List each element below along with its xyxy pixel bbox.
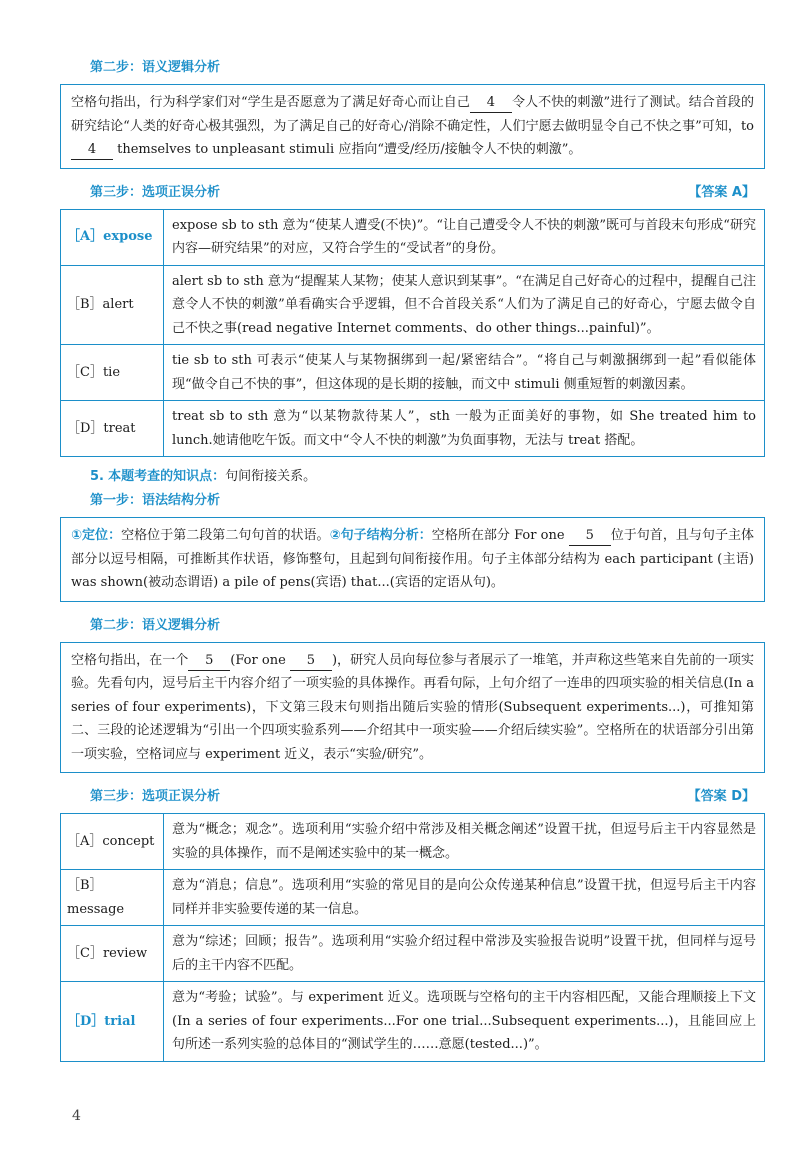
option-explanation: expose sb to sth 意为“使某人遭受(不快)”。“让自己遭受令人不快的刺激”既可与首段末句形成“研究内容—研究结果”的对应，又符合学生的“受试者”的身份。 [164,209,765,265]
option-label: ［A］concept [61,814,164,870]
step3-heading: 第三步：选项正误分析 【答案 A】 [90,183,765,203]
option-explanation: 意为“消息；信息”。选项利用“实验的常见目的是向公众传递某种信息”设置干扰，但逗号后主干内容同样并非实验要传递的某一信息。 [164,870,765,926]
answer-label: 【答案 A】 [688,184,755,200]
option-explanation: tie sb to sth 可表示“使某人与某物捆绑到一起/紧密结合”。“将自己与刺激捆绑到一起”看似能体现“做令自己不快的事”，但这体现的是长期的接触，而文中 stimuli 侧重短暂的刺激因素。 [164,345,765,401]
step2-heading-5: 第二步：语义逻辑分析 [90,617,221,633]
option-explanation: 意为“考验；试验”。与 experiment 近义。选项既与空格句的主干内容相匹配，又能合理顺接上下文(In a series of four experiments...For one trial...Subsequent experiments...)，且能回应上句所述一系列实验的总体目的“测试学生的……意愿(tested...)”。 [164,982,765,1062]
page-number: 4 [72,1108,81,1124]
option-label: ［D］trial [61,982,164,1062]
step1-box: ①定位：空格位于第二段第二句句首的状语。②句子结构分析：空格所在部分 For one 5 位于句首，且与句子主体部分以逗号相隔，可推断其作状语，修饰整句，且起到句间衔接作用。句子主体部分结构为 each participant (主语) was shown(被动态谓语) a pile of pens(宾语) that...(宾语的定语从句)。 [60,517,765,602]
table-row [61,345,765,401]
option-label: ［B］alert [61,265,164,345]
option-explanation: alert sb to sth 意为“提醒某人某物；使某人意识到某事”。“在满足自己好奇心的过程中，提醒自己注意令人不快的刺激”单看确实合乎逻辑，但不合首段关系“人们为了满足自己的好奇心，宁愿去做令自己不快之事(read negative Internet comments、do other things...painful)”。 [164,265,765,345]
option-label: ［C］tie [61,345,164,401]
option-label: ［B］message [61,870,164,926]
option-label: ［C］review [61,926,164,982]
blank-4-second: 4 [71,141,113,160]
blank-4: 4 [470,94,512,113]
table-row [61,209,765,265]
table-row [61,926,765,982]
option-explanation: 意为“综述；回顾；报告”。选项利用“实验介绍过程中常涉及实验报告说明”设置干扰，但同样与逗号后的主干内容不匹配。 [164,926,765,982]
step3-heading-5: 第三步：选项正误分析 【答案 D】 [90,787,765,807]
blank-5: 5 [569,527,611,546]
option-label: ［D］treat [61,401,164,457]
step1-heading: 第一步：语法结构分析 [90,493,221,508]
blank-5-second: 5 [290,652,332,671]
step2-heading: 第二步：语义逻辑分析 [90,60,221,75]
options-table-5 [60,813,765,1062]
table-row [61,870,765,926]
table-row [61,401,765,457]
step2-box: 空格句指出，行为科学家们对“学生是否愿意为了满足好奇心而让自己 4 令人不快的刺激”进行了测试。结合首段的研究结论“人类的好奇心极其强烈，为了满足自己的好奇心/消除不确定性，人们宁愿去做明显令自己不快之事”可知，to 4 themselves to unpleasant stimuli 应指向“遭受/经历/接触令人不快的刺激”。 [60,84,765,169]
table-row [61,814,765,870]
table-row [61,265,765,345]
blank-5: 5 [188,652,230,671]
answer-label: 【答案 D】 [687,789,755,804]
step2-box-5: 空格句指出，在一个 5 (For one 5 )，研究人员向每位参与者展示了一堆笔，并声称这些笔来自先前的一项实验。先看句内，逗号后主干内容介绍了一项实验的具体操作。再看句际，上句介绍了一连串的四项实验的相关信息(In a series of four experiments)，下文第三段末句则指出随后实验的情形(Subsequent experiments...)，可推知第二、三段的论述逻辑为“引出一个四项实验系列——介绍其中一项实验——介绍后续实验”。空格所在的状语部分引出第一项实验，空格词应与 experiment 近义，表示“实验/研究”。 [60,642,765,774]
table-row [61,982,765,1062]
options-table-4 [60,209,765,458]
page-content [60,58,765,1072]
question-5-line: 5. 本题考查的知识点：句间衔接关系。 [90,469,317,484]
option-explanation: 意为“概念；观念”。选项利用“实验介绍中常涉及相关概念阐述”设置干扰，但逗号后主干内容显然是实验的具体操作，而不是阐述实验中的某一概念。 [164,814,765,870]
option-explanation: treat sb to sth 意为“以某物款待某人”，sth 一般为正面美好的事物，如 She treated him to lunch.她请他吃午饭。而文中“令人不快的刺激”为负面事物，无法与 treat 搭配。 [164,401,765,457]
option-label: ［A］expose [61,209,164,265]
